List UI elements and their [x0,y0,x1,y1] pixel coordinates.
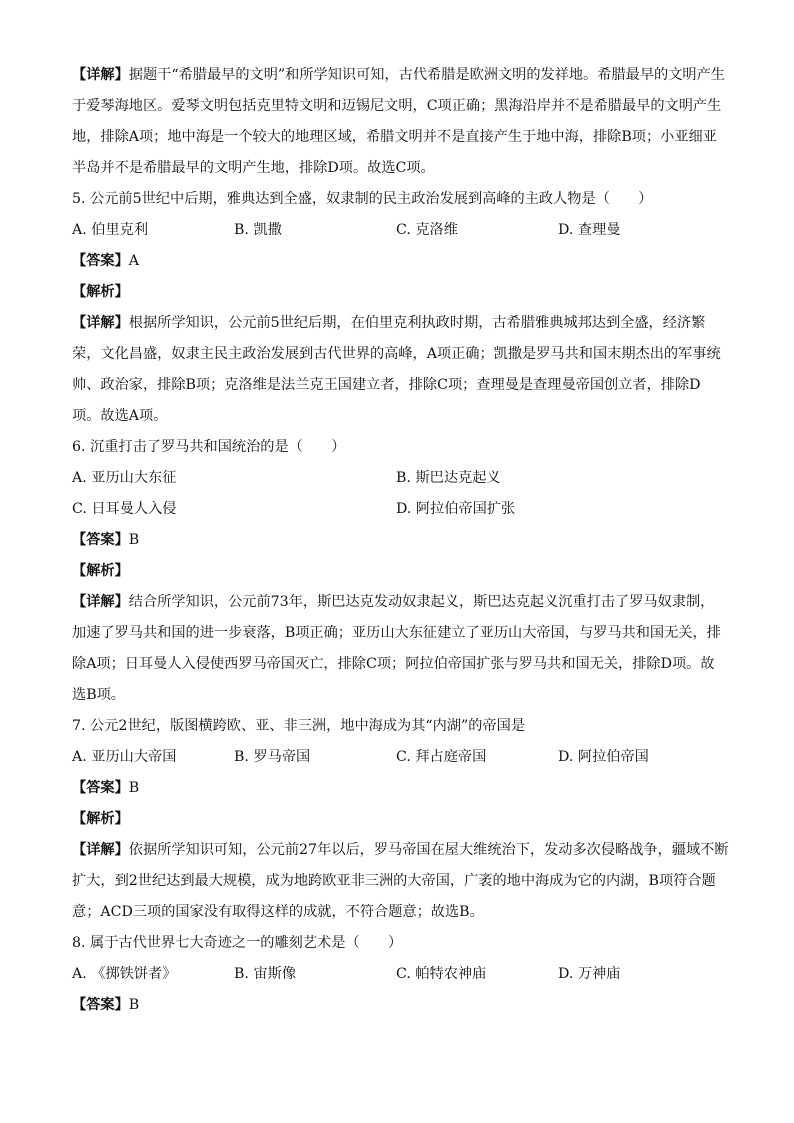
detail-text: 加速了罗马共和国的进一步衰落，B项正确；亚历山大东征建立了亚历山大帝国，与罗马共和国无关，排 [72,625,721,641]
option-b: B. 凯撒 [234,222,282,238]
analysis-tag: 【解析】 [72,284,129,300]
q7-detail [72,835,729,928]
answer-line [72,990,722,1021]
detail-text: 根据所学知识，公元前5世纪后期，在伯里克利执政时期，古希腊雅典城邦达到全盛，经济繁 [128,315,706,331]
question-7-stem: 7. 公元2世纪，版图横跨欧、亚、非三洲，地中海成为其“内湖”的帝国是 [72,718,526,734]
option-d: D. 阿拉伯帝国扩张 [396,501,516,517]
detail-tag: 【详解】 [72,594,129,610]
option-c: C. 日耳曼人入侵 [72,501,177,517]
option-c: C. 帕特农神庙 [396,966,487,982]
detail-text: 帅、政治家，排除B项；克洛维是法兰克王国建立者，排除C项；查理曼是查理曼帝国创立者，排除D [72,377,701,393]
option-a: A. 伯里克利 [72,222,149,238]
detail-text: 于爱琴海地区。爱琴文明包括克里特文明和迈锡尼文明，C项正确；黑海沿岸并不是希腊最早的文明产生 [72,98,722,114]
q6-detail [72,587,722,711]
q5-detail [72,308,722,432]
detail-tag: 【详解】 [72,67,129,83]
detail-text: 项。故选A项。 [72,408,168,424]
answer-line [72,525,722,556]
answer-value: B [128,532,140,548]
option-b: B. 宙斯像 [234,966,297,982]
option-a: A. 《掷铁饼者》 [72,966,177,982]
question-8-options [72,959,722,990]
detail-tag: 【详解】 [72,842,129,858]
analysis-tag: 【解析】 [72,811,129,827]
question-7-options [72,742,722,773]
option-a: A. 亚历山大东征 [72,470,177,486]
answer-tag: 【答案】 [72,253,129,269]
detail-text: 荣，文化昌盛，奴隶主民主政治发展到古代世界的高峰，A项正确；凯撒是罗马共和国末期杰出的军事统 [72,346,721,362]
option-c: C. 克洛维 [396,222,458,238]
detail-text: 据题干“希腊最早的文明”和所学知识可知，古代希腊是欧洲文明的发祥地。希腊最早的文明产生 [128,67,725,83]
question-5-options [72,215,722,246]
question-6-options-row-2 [72,494,722,525]
question-8-stem: 8. 属于古代世界七大奇迹之一的雕刻艺术是（ ） [72,935,403,951]
option-b: B. 斯巴达克起义 [396,470,501,486]
detail-text: 地，排除A项；地中海是一个较大的地理区域，希腊文明并不是直接产生于地中海，排除B项；小亚细亚 [72,129,717,145]
detail-text: 结合所学知识，公元前73年，斯巴达克发动奴隶起义，斯巴达克起义沉重打击了罗马奴隶制， [128,594,715,610]
answer-value: A [128,253,140,269]
option-a: A. 亚历山大帝国 [72,749,177,765]
option-d: D. 查理曼 [558,222,621,238]
detail-text: 选B项。 [72,687,125,703]
answer-tag: 【答案】 [72,532,129,548]
question-6-stem: 6. 沉重打击了罗马共和国统治的是（ ） [72,439,346,455]
answer-line [72,246,722,277]
answer-tag: 【答案】 [72,780,129,796]
detail-text: 依据所学知识可知，公元前27年以后，罗马帝国在屋大维统治下，发动多次侵略战争，疆域不断 [128,842,729,858]
question-6-options-row-1 [72,463,722,494]
analysis-tag: 【解析】 [72,563,129,579]
option-d: D. 万神庙 [558,966,621,982]
detail-tag: 【详解】 [72,315,129,331]
document-page [72,60,729,1021]
option-d: D. 阿拉伯帝国 [558,749,649,765]
answer-value: B [128,997,140,1013]
option-b: B. 罗马帝国 [234,749,311,765]
answer-tag: 【答案】 [72,997,129,1013]
q4-detail [72,60,725,184]
question-5-stem: 5. 公元前5世纪中后期，雅典达到全盛，奴隶制的民主政治发展到高峰的主政人物是（ ） [72,191,653,207]
detail-text: 半岛并不是希腊最早的文明产生地，排除D项。故选C项。 [72,160,435,176]
option-c: C. 拜占庭帝国 [396,749,487,765]
answer-value: B [128,780,140,796]
detail-text: 除A项；日耳曼人入侵使西罗马帝国灭亡，排除C项；阿拉伯帝国扩张与罗马共和国无关，排除D项。故 [72,656,715,672]
detail-text: 意；ACD三项的国家没有取得这样的成就，不符合题意；故选B。 [72,904,484,920]
answer-line [72,773,722,804]
detail-text: 扩大，到2世纪达到最大规模，成为地跨欧亚非三洲的大帝国，广袤的地中海成为它的内湖，B项符合题 [72,873,716,889]
